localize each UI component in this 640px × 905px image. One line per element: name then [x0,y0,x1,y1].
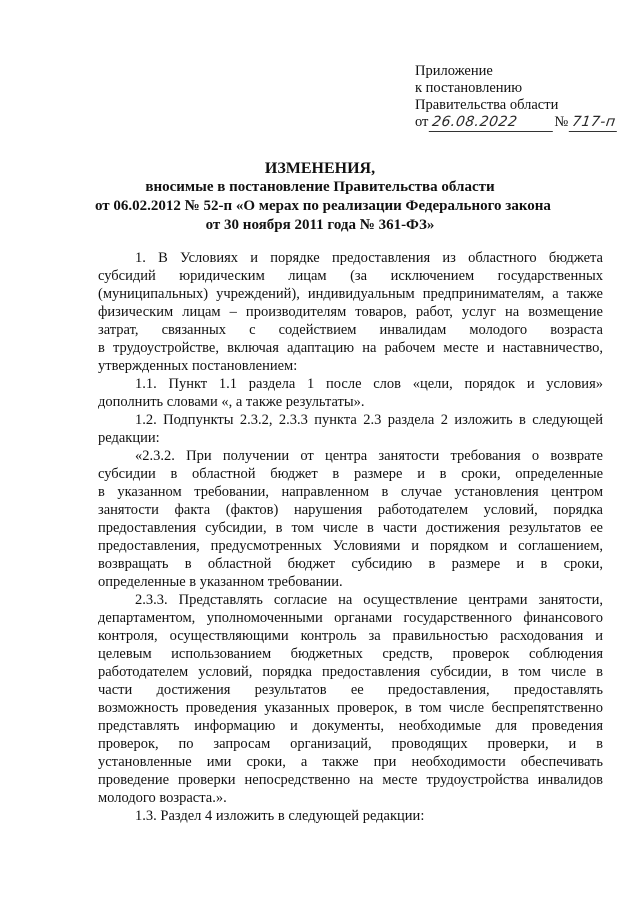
document-heading [95,159,551,235]
paragraph-line: проверок, по запросам организаций, проводящих проверки, и в [98,736,603,752]
handwritten-number: 717-п [569,114,620,132]
paragraph-line: контроля, осуществляющими контроль за правильностью расходования и [98,628,603,644]
handwritten-date: 26.08.2022 [429,114,556,132]
paragraph-line: предоставления субсидии, в том числе в части достижения результатов ее [98,520,603,536]
paragraph-line: предоставления, предусмотренных Условиями и порядком и соглашением, [98,538,603,554]
paragraph-line: работодателем условий, порядка предоставления субсидии, в том числе в [98,664,603,680]
appendix-line-2: к постановлению [415,80,523,96]
paragraph-line: редакции: [98,430,160,446]
paragraph-line: возможность проведения указанных проверок, в том числе беспрепятственно [98,700,603,716]
paragraph-line: установленные ими сроки, а также при необходимости обеспечивать [98,754,603,770]
paragraph-line: (муниципальных) учреждений), индивидуальным предпринимателям, а также [98,286,603,302]
heading-line-3: от 06.02.2012 № 52-п «О мерах по реализации Федерального закона [95,198,551,214]
paragraph-line: 2.3.3. Представлять согласие на осуществление центрами занятости, [135,592,603,608]
paragraph-line: утвержденных постановлением: [98,358,298,374]
paragraph-line: в трудоустройстве, включая адаптацию на рабочем месте и наставничество, [98,340,603,356]
paragraph-line: представлять информацию и документы, необходимые для проведения [98,718,603,734]
paragraph-line: 1.2. Подпункты 2.3.2, 2.3.3 пункта 2.3 раздела 2 изложить в следующей [135,412,603,428]
paragraph-line: 1. В Условиях и порядке предоставления из областного бюджета [135,250,603,266]
paragraph-line: субсидии в областной бюджет в размере и в сроки, определенные [98,466,603,482]
paragraph-line: возвращать в областной бюджет субсидию в размере и в сроки, [98,556,603,572]
paragraph-line: молодого возраста.». [98,790,227,806]
heading-title: ИЗМЕНЕНИЯ, [264,160,376,177]
paragraph-line: целевым использованием бюджетных средств, проверок соблюдения [98,646,603,662]
date-prefix: от [415,114,429,130]
paragraph-line: физическим лицам – производителям товаров, работ, услуг на возмещение [98,304,603,320]
heading-line-4: от 30 ноября 2011 года № 361-ФЗ» [205,217,435,233]
paragraph-line: дополнить словами «, а также результаты». [98,394,365,410]
document-body [98,249,603,825]
paragraph-line: затрат, связанных с содействием инвалидам молодого возраста [98,322,603,338]
appendix-block [415,63,630,132]
paragraph-line: занятости факта (фактов) нарушения работодателем условий, порядка [98,502,603,518]
paragraph-line: департаментом, уполномоченными органами государственного финансового [98,610,603,626]
paragraph-line: субсидий юридическим лицам (за исключением государственных [98,268,603,284]
appendix-line-3: Правительства области [415,97,559,113]
paragraph-line: 1.1. Пункт 1.1 раздела 1 после слов «цели, порядок и условия» [135,376,603,392]
paragraph-line: проведение проверки непосредственно на месте трудоустройства инвалидов [98,772,603,788]
paragraph-line: определенные в указанном требовании. [98,574,343,590]
paragraph-line: «2.3.2. При получении от центра занятости требования о возврате [135,448,603,464]
paragraph-line: в указанном требовании, направленном в случае установления центром [98,484,603,500]
number-prefix: № [554,114,569,130]
paragraph-line: части достижения результатов ее предоставления, предоставлять [98,682,603,698]
heading-line-2: вносимые в постановление Правительства области [145,179,495,195]
appendix-title: Приложение [415,63,493,79]
appendix-date-line [415,114,630,132]
paragraph-line: 1.3. Раздел 4 изложить в следующей редакции: [135,808,425,824]
